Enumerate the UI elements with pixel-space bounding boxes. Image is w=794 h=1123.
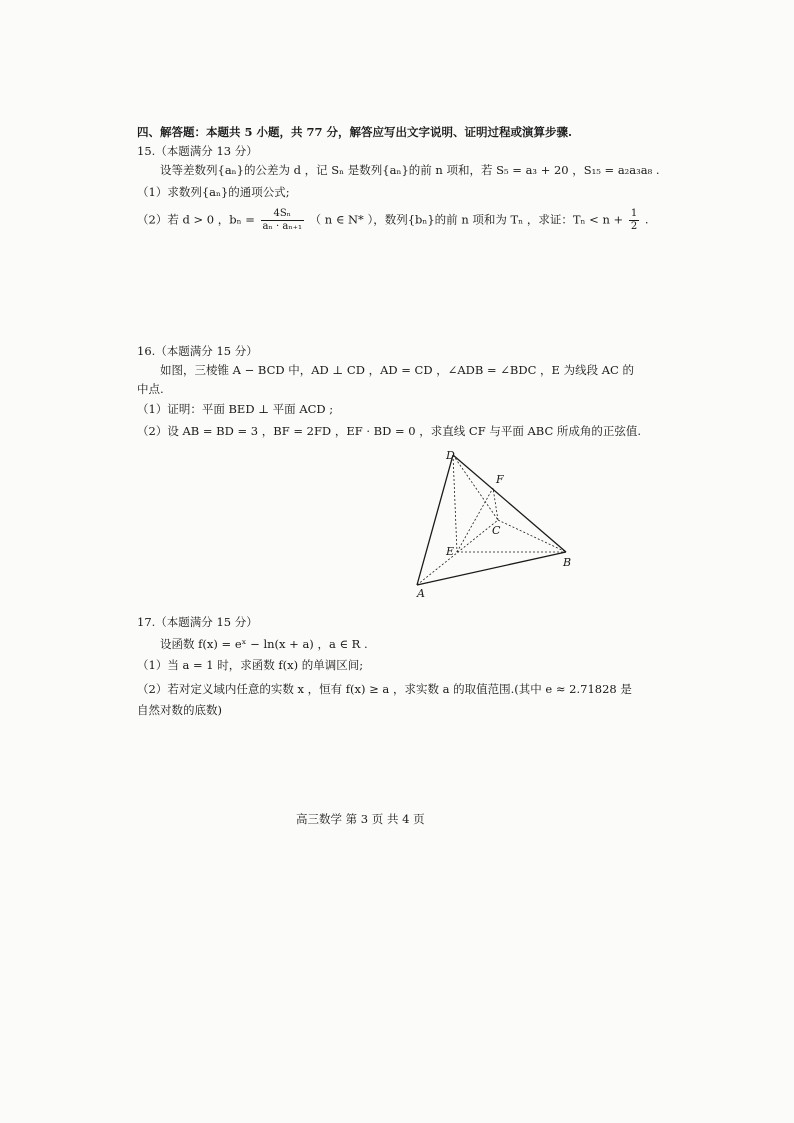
q17-part2-line2: 自然对数的底数) [137,703,222,717]
q15-half-num: 1 [630,208,638,219]
q17-title: 17.（本题满分 15 分） [137,615,258,629]
label-f: F [496,473,504,486]
q16-stem-line2: 中点. [137,382,164,396]
edge-cb [498,520,566,552]
q15-stem: 设等差数列{aₙ}的公差为 d ，记 Sₙ 是数列{aₙ}的前 n 项和，若 S₅ = a₃ + 20 ，S₁₅ = a₂a₃a₈ . [160,163,660,177]
q16-title: 16.（本题满分 15 分） [137,344,258,358]
edge-ac [417,520,498,585]
q15-part2-b: （ n ∈ N* ），数列{bₙ}的前 n 项和为 Tₙ ，求证：Tₙ < n + [309,212,624,227]
section-header: 四、解答题：本题共 5 小题，共 77 分，解答应写出文字说明、证明过程或演算步骤. [137,125,573,139]
q17-part1: （1）当 a = 1 时，求函数 f(x) 的单调区间; [137,658,364,672]
q16-stem-line1: 如图，三棱锥 A − BCD 中，AD ⊥ CD ，AD = CD ，∠ADB = ∠BDC ，E 为线段 AC 的 [160,363,635,377]
q15-part2-end: . [644,212,649,227]
label-a: A [417,587,425,600]
edge-ab [417,552,566,585]
label-b: B [563,556,572,569]
q15-title: 15.（本题满分 13 分） [137,144,258,158]
q16-part2: （2）设 AB = BD = 3 ，BF = 2FD ，EF · BD = 0 ，求直线 CF 与平面 ABC 所成角的正弦值. [137,424,642,438]
segment-de [453,455,457,552]
label-e: E [446,545,455,558]
tetrahedron-diagram [405,445,585,605]
q16-part1: （1）证明：平面 BED ⊥ 平面 ACD ; [137,402,334,416]
segment-ef [457,488,493,552]
q15-half [629,208,639,233]
q17-part2-line1: （2）若对定义域内任意的实数 x ，恒有 f(x) ≥ a ，求实数 a 的取值范围.(其中 e ≈ 2.71828 是 [137,682,632,696]
q15-part2 [137,208,649,233]
q15-frac-den: aₙ · aₙ₊₁ [262,221,302,232]
q15-part2-a: （2）若 d > 0 ，bₙ = [137,212,255,227]
label-d: D [446,449,455,462]
q15-frac-num: 4Sₙ [261,208,304,221]
q15-part1: （1）求数列{aₙ}的通项公式; [137,185,290,199]
q15-half-den: 2 [630,221,638,232]
edge-db [453,455,566,552]
edge-da [417,455,453,585]
q15-fraction [261,208,304,233]
q17-stem: 设函数 f(x) = eˣ − ln(x + a) ，a ∈ R . [160,637,368,651]
label-c: C [492,524,501,537]
page-footer: 高三数学 第 3 页 共 4 页 [296,812,425,826]
